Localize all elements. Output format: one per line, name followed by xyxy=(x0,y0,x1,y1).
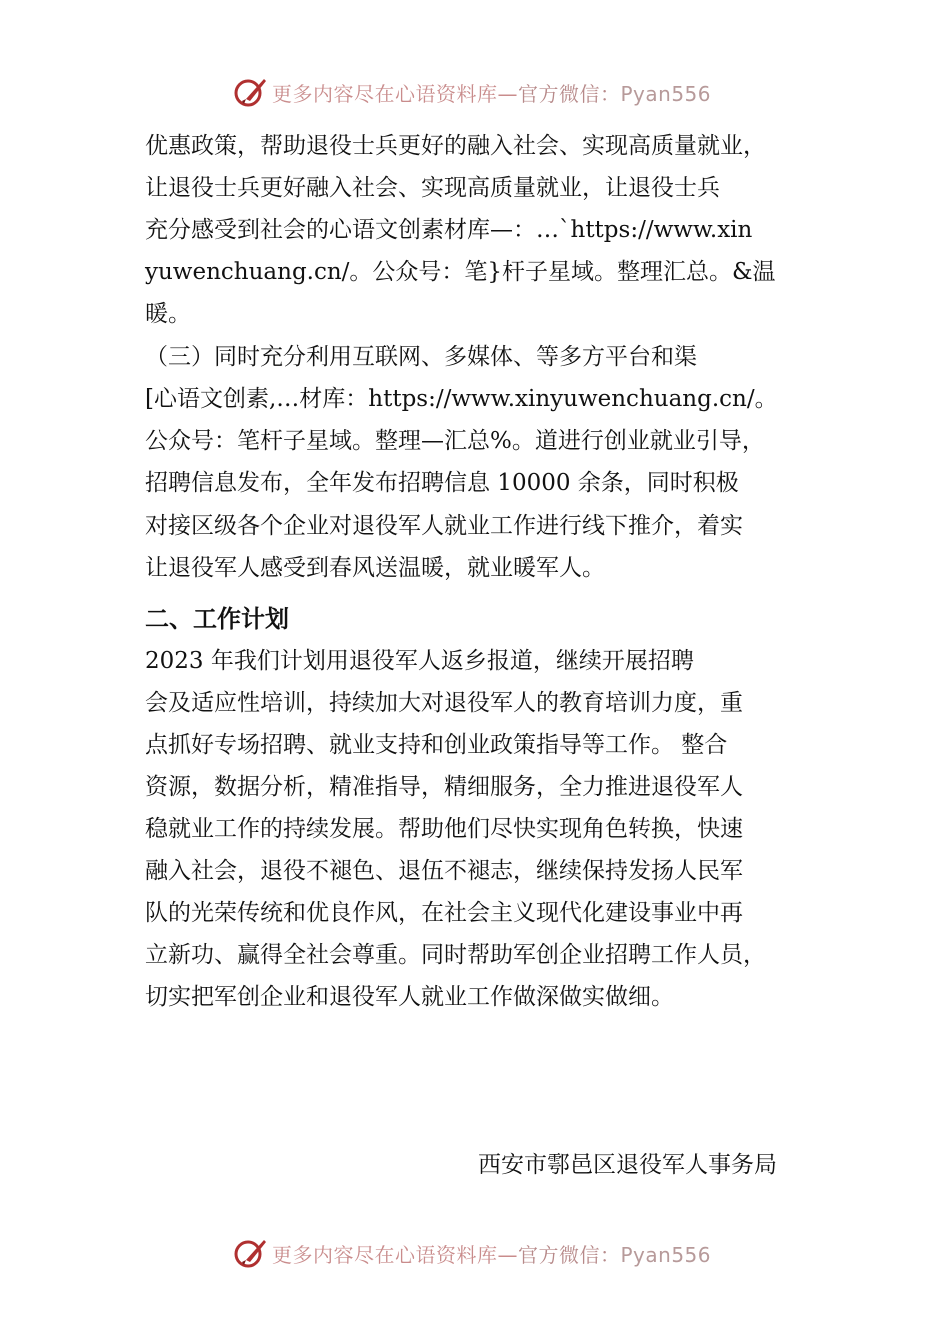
body-line: 优惠政策，帮助退役士兵更好的融入社会、实现高质量就业， xyxy=(145,133,766,159)
banner-main-text: 更多内容尽在心语资料库— xyxy=(272,81,518,106)
header-banner xyxy=(232,75,752,109)
body-line: 让退役军人感受到春风送温暖，就业暖军人。 xyxy=(145,555,605,581)
banner-wechat-label: 官方微信： xyxy=(518,81,621,106)
plan-line: 融入社会，退役不褪色、退伍不褪志，继续保持发扬人民军 xyxy=(145,858,743,884)
section-heading: 二、工作计划 xyxy=(145,605,289,633)
body-line: 公众号：笔杆子星域。整理—汇总%。道进行创业就业引导， xyxy=(145,428,765,454)
plan-line: 资源，数据分析，精准指导，精细服务，全力推进退役军人 xyxy=(145,774,743,800)
plan-line: 会及适应性培训，持续加大对退役军人的教育培训力度，重 xyxy=(145,690,743,716)
footer-banner xyxy=(232,1236,752,1270)
banner-text xyxy=(272,78,711,107)
plan-line: 队的光荣传统和优良作风，在社会主义现代化建设事业中再 xyxy=(145,900,743,926)
body-line: yuwenchuang.cn/。公众号：笔}杆子星域。整理汇总。&温 xyxy=(145,259,776,285)
plan-line: 稳就业工作的持续发展。帮助他们尽快实现角色转换，快速 xyxy=(145,816,743,842)
body-line: 让退役士兵更好融入社会、实现高质量就业，让退役士兵 xyxy=(145,175,720,201)
body-line: 招聘信息发布，全年发布招聘信息 10000 余条，同时积极 xyxy=(145,470,739,496)
banner-text xyxy=(272,1239,711,1268)
banner-wechat-label: 官方微信： xyxy=(518,1242,621,1267)
plan-line: 立新功、赢得全社会尊重。同时帮助军创企业招聘工作人员， xyxy=(145,942,766,968)
plan-line: 切实把军创企业和退役军人就业工作做深做实做细。 xyxy=(145,984,674,1010)
plan-line: 点抓好专场招聘、就业支持和创业政策指导等工作。 整合 xyxy=(145,732,728,758)
body-line: 暖。 xyxy=(145,301,191,327)
banner-wechat-id: Pyan556 xyxy=(620,1242,712,1267)
signature: 西安市鄠邑区退役军人事务局 xyxy=(478,1152,777,1178)
quill-logo-icon xyxy=(232,75,270,109)
body-line: （三）同时充分利用互联网、多媒体、等多方平台和渠 xyxy=(145,344,697,370)
banner-main-text: 更多内容尽在心语资料库— xyxy=(272,1242,518,1267)
plan-line: 2023 年我们计划用退役军人返乡报道，继续开展招聘 xyxy=(145,648,694,674)
body-line: [心语文创素,…材库：https://www.xinyuwenchuang.cn/。 xyxy=(145,386,778,412)
body-line: 充分感受到社会的心语文创素材库—：…`https://www.xin xyxy=(145,217,753,243)
banner-wechat-id: Pyan556 xyxy=(620,81,712,106)
body-line: 对接区级各个企业对退役军人就业工作进行线下推介，着实 xyxy=(145,513,743,539)
quill-logo-icon xyxy=(232,1236,270,1270)
